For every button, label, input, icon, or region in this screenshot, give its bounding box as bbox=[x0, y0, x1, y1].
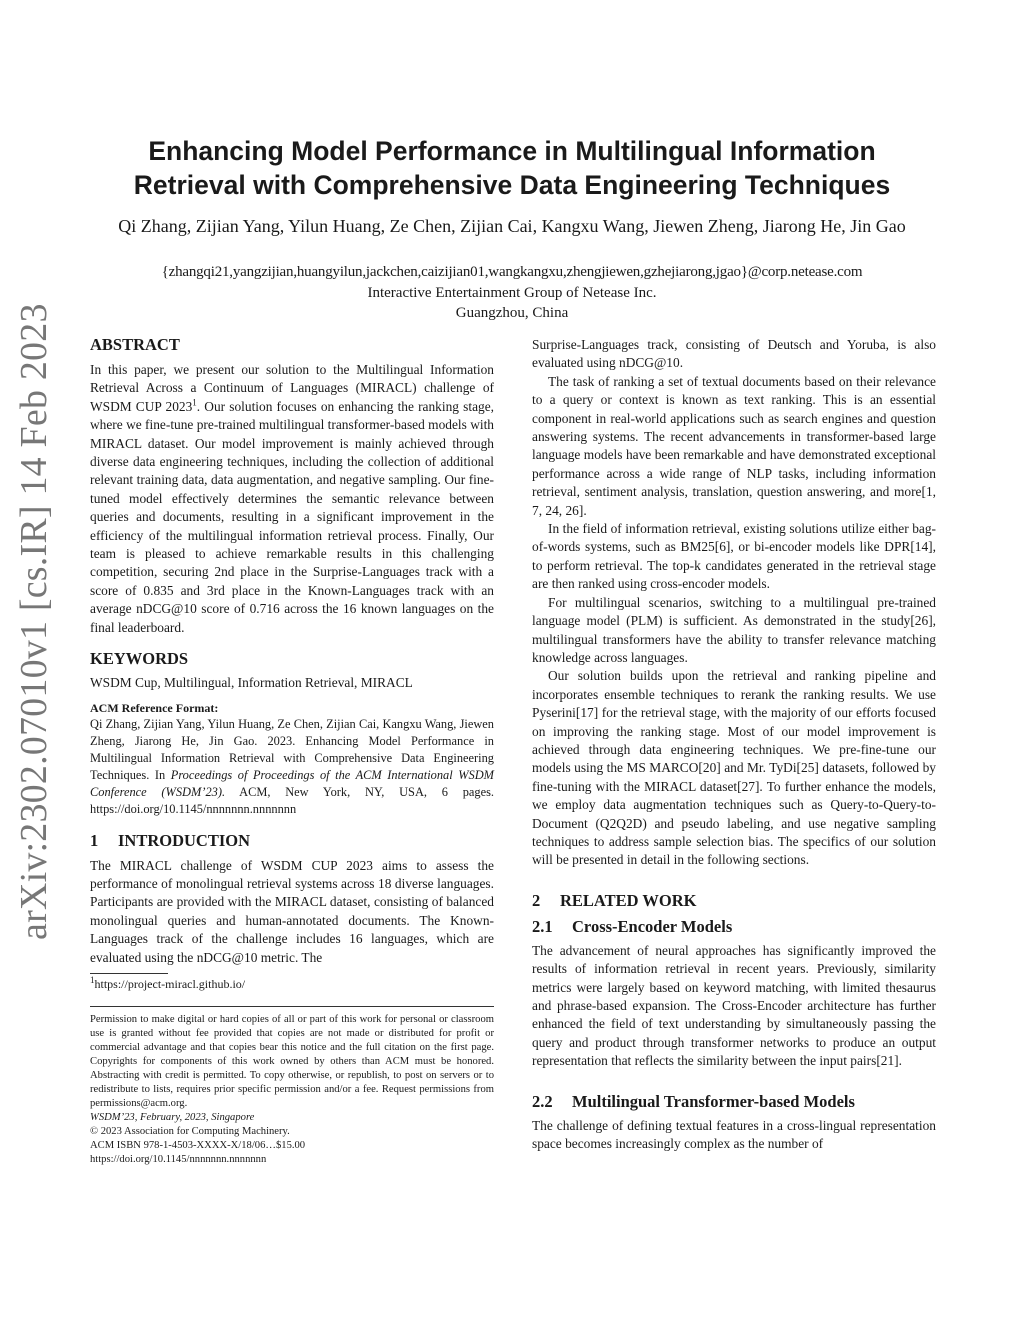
right-column bbox=[532, 336, 936, 1153]
footnote-marker: 1 bbox=[192, 397, 197, 408]
multilingual-heading: 2.2 Multilingual Transformer-based Models bbox=[532, 1091, 855, 1111]
keywords-text: WSDM Cup, Multilingual, Information Retrieval, MIRACL bbox=[90, 675, 413, 691]
intro-paragraph-1: The MIRACL challenge of WSDM CUP 2023 aims to assess the performance of monolingual retrieval systems across 18 diverse languages. Participants are provided with the MIRACL dataset, consisting of balanced monolingual queries and human-annotated documents. The Known-Languages track of the challenge includes 16 languages, which are evaluated using the nDCG@10 metric. The bbox=[90, 857, 494, 965]
intro-paragraph-4: For multilingual scenarios, switching to a multilingual pre-trained language model (PLM) is sufficient. As demonstrated in the study[26], multilingual transformers have the ability to transfer relevance matching knowledge across languages. bbox=[532, 594, 936, 665]
permission-rule bbox=[90, 1006, 494, 1007]
affiliation: Interactive Entertainment Group of Netease Inc. bbox=[367, 285, 657, 301]
venue-line: WSDM’23, February, 2023, Singapore bbox=[90, 1111, 255, 1123]
intro-heading: 1 INTRODUCTION bbox=[90, 830, 251, 850]
cross-encoder-text: The advancement of neural approaches has significantly improved the results of information retrieval in recent years. Previously, similarity metrics were largely based on keyword matching, with limited thesaurus and phrase-based expansion. The Cross-Encoder architecture has further enhanced the field of text understanding by simultaneously passing the query and product through transformer networks to produce an output representation that reflects the similarity between the input pairs[21]. bbox=[532, 942, 936, 1069]
doi-line: https://doi.org/10.1145/nnnnnnn.nnnnnnn bbox=[90, 1153, 267, 1165]
related-work-heading: 2 RELATED WORK bbox=[532, 890, 697, 910]
location: Guangzhou, China bbox=[455, 305, 569, 321]
abstract-text: In this paper, we present our solution to the Multilingual Information Retrieval Across a Continuum of Languages (MIRACL) challenge of WSDM CUP 2023$^1$. Our solution focuses on enhancing the ranking stage, where we fine-tune pre-trained multilingual transformer-based models with MIRACL dataset. Our model improvement is mainly achieved through diverse data engineering techniques, including the collection of additional relevant training data, data augmentation, and negative sampling. Our fine-tuned model effectively determines the semantic relevance between queries and documents, resulting in a significant improvement in the efficiency of the multilingual information retrieval process. Finally, Our team is pleased to achieve remarkable results in this challenging competition, securing 2nd place in the Surprise-Languages track with a score of 0.835 and 3rd place in the Known-Languages track with an average nDCG@10 score of 0.716 across the 16 known languages on the final leaderboard. bbox=[90, 362, 494, 635]
left-column bbox=[90, 334, 494, 1166]
intro-paragraph-1-continued: Surprise-Languages track, consisting of Deutsch and Yoruba, is also evaluated using nDCG@10. bbox=[532, 337, 936, 371]
footnote: $^1$https://project-miracl.github.io/ bbox=[90, 974, 246, 991]
abstract-heading: ABSTRACT bbox=[90, 335, 180, 354]
cross-encoder-heading: 2.1 Cross-Encoder Models bbox=[532, 916, 733, 936]
author-list: Qi Zhang, Zijian Yang, Yilun Huang, Ze Chen, Zijian Cai, Kangxu Wang, Jiewen Zheng, Jiarong He, Jin Gao bbox=[118, 216, 906, 236]
multilingual-text: The challenge of defining textual features in a cross-lingual representation space becomes increasingly complex as the number of bbox=[532, 1117, 936, 1152]
arxiv-identifier: arXiv:2302.07010v1 [cs.IR] 14 Feb 2023 bbox=[13, 303, 55, 940]
footnote-rule bbox=[90, 973, 168, 974]
isbn-line: ACM ISBN 978-1-4503-XXXX-X/18/06…$15.00 bbox=[90, 1139, 306, 1151]
intro-paragraph-2: The task of ranking a set of textual documents based on their relevance to a query or context is known as text ranking. This is an essential component in real-world applications such as search engines and question answering systems. The recent advancements in transformer-based large language models have been remarkable and have demonstrated exceptional performance across a wide range of NLP tasks, including information retrieval, sentiment analysis, translation, question answering, and more[1, 7, 24, 26]. bbox=[532, 373, 936, 518]
copyright-line: © 2023 Association for Computing Machinery. bbox=[90, 1125, 290, 1137]
paper-title: Enhancing Model Performance in Multilingual Information Retrieval with Comprehensive Data Engineering Techniques bbox=[133, 136, 891, 200]
intro-paragraph-5: Our solution builds upon the retrieval and ranking pipeline and incorporates ensemble techniques to rerank the ranking results. We use Pyserini[17] for the retrieval stage, with the majority of our efforts focused on improving the ranking stage. Most of our model improvement is achieved through data engineering techniques. We pre-fine-tune our models using the MS MARCO[20] and Mr. TyDi[25] datasets, followed by fine-tuning with the MIRACL dataset[27]. To further enhance the models, we employ data augmentation techniques such as Query-to-Query-to-Document (Q2Q2D) and pseudo labeling, and use negative sampling techniques to address sample selection bias. The specifics of our solution will be presented in detail in the following sections. bbox=[532, 668, 936, 868]
permission-notice: Permission to make digital or hard copies of all or part of this work for personal or classroom use is granted without fee provided that copies are not made or distributed for profit or commercial advantage and that copies bear this notice and the full citation on the first page. Copyrights for components of this work owned by others than ACM must be honored. Abstracting with credit is permitted. To copy otherwise, or republish, to post on servers or to redistribute to lists, requires prior specific permission and/or a fee. Request permissions from permissions@acm.org. bbox=[90, 1014, 494, 1109]
keywords-heading: KEYWORDS bbox=[90, 649, 189, 669]
acm-reference-text: Qi Zhang, Zijian Yang, Yilun Huang, Ze Chen, Zijian Cai, Kangxu Wang, Jiewen Zheng, Jiarong He, Jin Gao. 2023. Enhancing Model Performance in Multilingual Information Retrieval with Comprehensive Data Engineering Techniques. In Proceedings of Proceedings of the ACM International WSDM Conference (WSDM’23). ACM, New York, NY, USA, 6 pages. https://doi.org/10.1145/nnnnnnn.nnnnnnn bbox=[90, 716, 494, 816]
acm-reference-heading: ACM Reference Format: bbox=[90, 700, 219, 715]
intro-paragraph-3: In the field of information retrieval, existing solutions utilize either bag-of-words systems, such as BM25[6], or bi-encoder models like DPR[14], to perform retrieval. The top-k candidates generated in the retrieval stage are then ranked using cross-encoder models. bbox=[532, 521, 936, 592]
author-emails: {zhangqi21,yangzijian,huangyilun,jackchen,caizijian01,wangkangxu,zhengjiewen,gzhejiarong,jgao}@corp.netease.com bbox=[161, 264, 863, 280]
